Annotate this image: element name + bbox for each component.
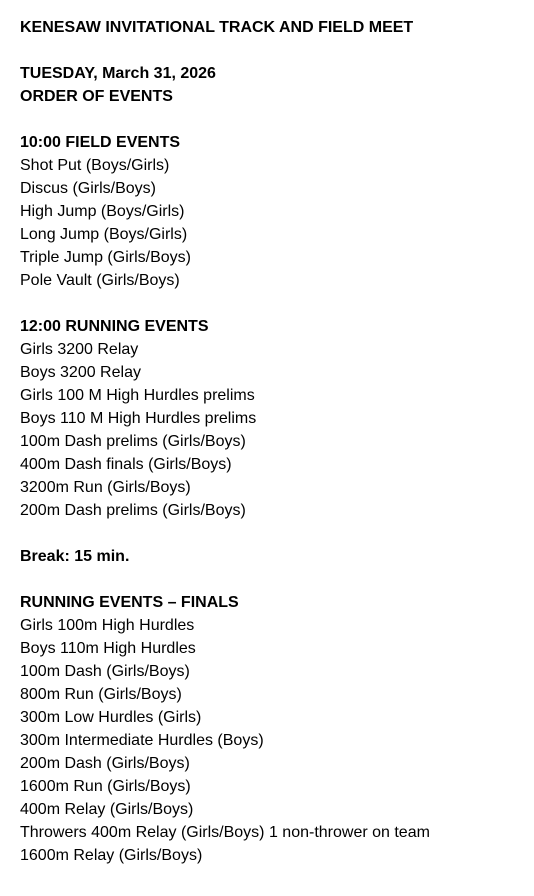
event-item: 300m Low Hurdles (Girls) bbox=[20, 709, 202, 726]
order-of-events-heading: ORDER OF EVENTS bbox=[20, 88, 173, 105]
spacer bbox=[20, 108, 534, 131]
spacer bbox=[20, 292, 534, 315]
spacer bbox=[20, 522, 534, 545]
event-item: 100m Dash prelims (Girls/Boys) bbox=[20, 433, 246, 450]
event-item: 400m Dash finals (Girls/Boys) bbox=[20, 456, 232, 473]
event-item: Pole Vault (Girls/Boys) bbox=[20, 272, 180, 289]
event-item: 1600m Relay (Girls/Boys) bbox=[20, 847, 203, 864]
event-item: Triple Jump (Girls/Boys) bbox=[20, 249, 191, 266]
event-item: 300m Intermediate Hurdles (Boys) bbox=[20, 732, 264, 749]
event-item: 100m Dash (Girls/Boys) bbox=[20, 663, 190, 680]
event-item: Boys 110m High Hurdles bbox=[20, 640, 196, 657]
event-item: High Jump (Boys/Girls) bbox=[20, 203, 185, 220]
meet-title: KENESAW INVITATIONAL TRACK AND FIELD MEET bbox=[20, 19, 414, 36]
event-item: Girls 100 M High Hurdles prelims bbox=[20, 387, 255, 404]
event-item: 3200m Run (Girls/Boys) bbox=[20, 479, 191, 496]
event-item: 800m Run (Girls/Boys) bbox=[20, 686, 182, 703]
event-item: Girls 100m High Hurdles bbox=[20, 617, 195, 634]
field-events-section bbox=[20, 131, 534, 292]
event-item: 1600m Run (Girls/Boys) bbox=[20, 778, 191, 795]
event-item: Boys 3200 Relay bbox=[20, 364, 141, 381]
event-item: Shot Put (Boys/Girls) bbox=[20, 157, 170, 174]
event-item: Girls 3200 Relay bbox=[20, 341, 139, 358]
event-item: 200m Dash prelims (Girls/Boys) bbox=[20, 502, 246, 519]
running-events-section bbox=[20, 315, 534, 522]
event-item: Throwers 400m Relay (Girls/Boys) 1 non-thrower on team bbox=[20, 824, 430, 841]
event-item: Boys 110 M High Hurdles prelims bbox=[20, 410, 257, 427]
spacer bbox=[20, 39, 534, 62]
finals-heading: RUNNING EVENTS – FINALS bbox=[20, 594, 239, 611]
finals-section bbox=[20, 591, 534, 867]
event-item: 200m Dash (Girls/Boys) bbox=[20, 755, 190, 772]
meet-date: TUESDAY, March 31, 2026 bbox=[20, 65, 216, 82]
running-events-heading: 12:00 RUNNING EVENTS bbox=[20, 318, 209, 335]
event-item: Long Jump (Boys/Girls) bbox=[20, 226, 188, 243]
event-item: Discus (Girls/Boys) bbox=[20, 180, 157, 197]
field-events-heading: 10:00 FIELD EVENTS bbox=[20, 134, 181, 151]
break-notice: Break: 15 min. bbox=[20, 548, 130, 565]
spacer bbox=[20, 568, 534, 591]
event-item: 400m Relay (Girls/Boys) bbox=[20, 801, 194, 818]
